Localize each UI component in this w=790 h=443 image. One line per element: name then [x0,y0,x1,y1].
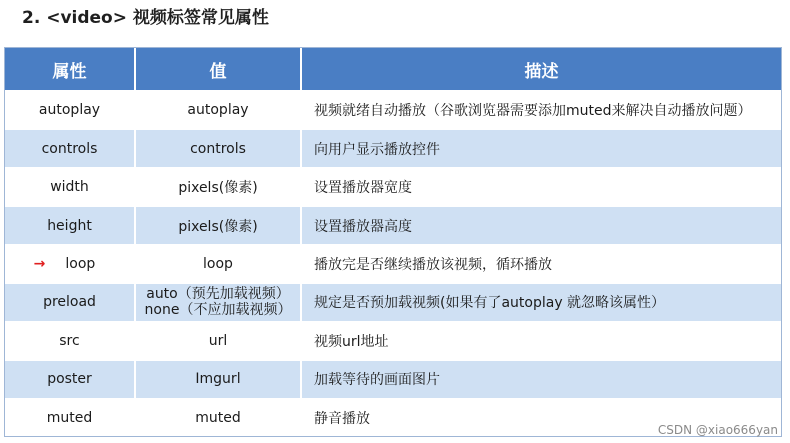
value-cell: muted [135,399,301,437]
watermark: CSDN @xiao666yan [657,423,778,437]
table-row [5,129,781,167]
table-row [5,168,781,206]
value-cell: controls [135,129,301,167]
arrow-right-icon: → [33,255,46,272]
value-cell: pixels(像素) [135,168,301,206]
table-row [5,206,781,244]
desc-cell: 静音播放 [301,399,781,437]
value-cell: autoplay [135,91,301,129]
table-row [5,322,781,360]
table-row [5,283,781,321]
attributes-table [4,47,782,437]
attr-cell [5,245,135,283]
attr-cell: poster [5,360,135,398]
table-header-row [5,48,781,91]
desc-cell: 加载等待的画面图片 [301,360,781,398]
value-cell: loop [135,245,301,283]
attr-cell: src [5,322,135,360]
desc-cell: 播放完是否继续播放该视频，循环播放 [301,245,781,283]
value-cell: pixels(像素) [135,206,301,244]
value-cell: Imgurl [135,360,301,398]
attr-cell: width [5,168,135,206]
desc-cell: 视频就绪自动播放（谷歌浏览器需要添加muted来解决自动播放问题） [301,91,781,129]
desc-cell: 设置播放器宽度 [301,168,781,206]
header-value: 值 [135,48,301,91]
value-cell: url [135,322,301,360]
value-line-2: none（不应加载视频） [144,302,292,319]
desc-cell: 视频url地址 [301,322,781,360]
page-title: 2. <video> 视频标签常见属性 [22,8,269,28]
value-line-1: auto（预先加载视频） [146,286,290,303]
attr-cell: preload [5,283,135,321]
desc-cell: 向用户显示播放控件 [301,129,781,167]
table-row [5,245,781,283]
attr-cell: height [5,206,135,244]
attr-cell: autoplay [5,91,135,129]
header-description: 描述 [301,48,781,91]
header-attribute: 属性 [5,48,135,91]
value-cell [135,283,301,321]
desc-cell: 设置播放器高度 [301,206,781,244]
table-row [5,360,781,398]
attr-cell: controls [5,129,135,167]
table-row [5,91,781,129]
desc-cell: 规定是否预加载视频(如果有了autoplay 就忽略该属性） [301,283,781,321]
attr-cell: muted [5,399,135,437]
attr-label: loop [65,255,96,272]
